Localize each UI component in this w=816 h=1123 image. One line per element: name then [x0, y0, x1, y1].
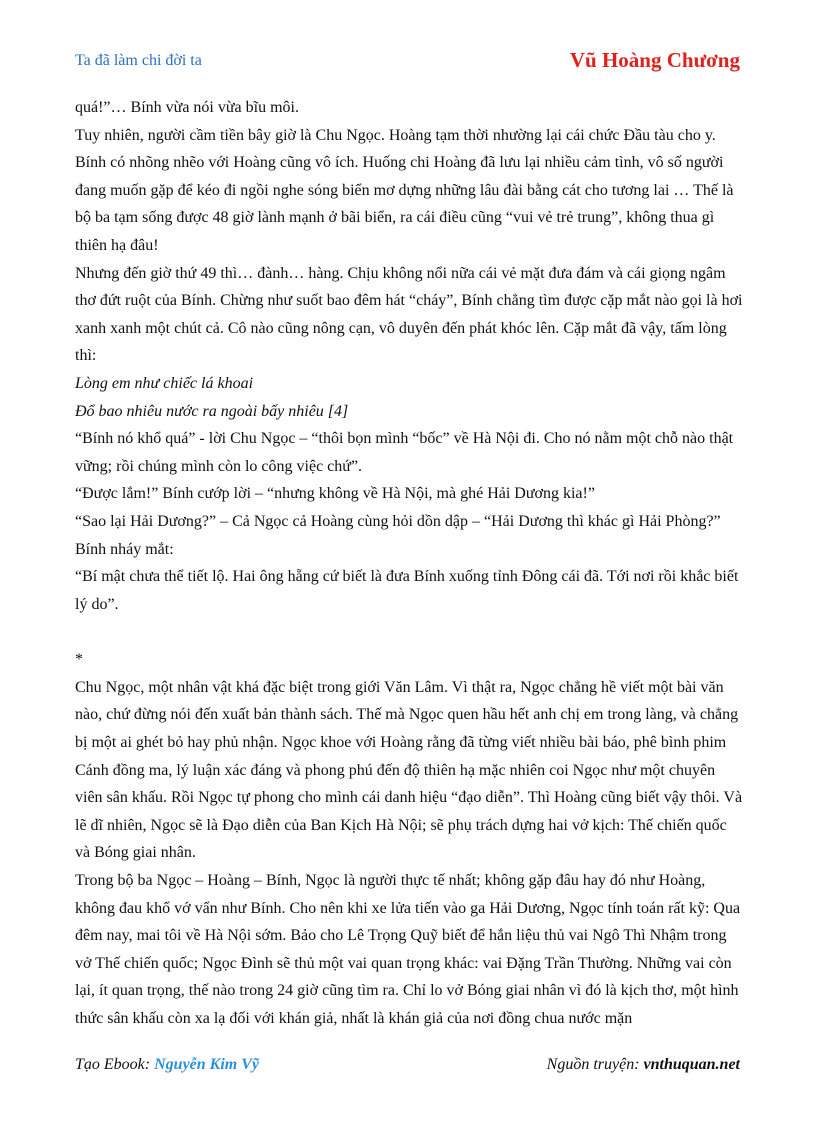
- paragraph: Nhưng đến giờ thứ 49 thì… đành… hàng. Chịu không nổi nữa cái vẻ mặt đưa đám và cái giọng ngâm thơ đứt ruột của Bính. Chừng như suốt bao đêm hát “cháy”, Bính chẳng tìm được cặp mắt nào gọi là hơi xanh xanh một chút cả. Cô nào cũng nông cạn, vô duyên đến phát khóc lên. Cặp mắt đã vậy, tấm lòng thì:: [75, 264, 743, 365]
- source-label: Nguồn truyện: [546, 1056, 635, 1073]
- body-text: [75, 94, 745, 1033]
- paragraph: “Bí mật chưa thể tiết lộ. Hai ông hẵng cứ biết là đưa Bính xuống tỉnh Đông cái đã. Tới nơi rồi khắc biết lý do”.: [75, 568, 739, 613]
- paragraph: Trong bộ ba Ngọc – Hoàng – Bính, Ngọc là người thực tế nhất; không gặp đâu hay đó như Hoàng, không đau khổ vớ vẩn như Bính. Cho nên khi xe lửa tiến vào ga Hải Dương, Ngọc tính toán rất kỹ: Qua đêm nay, mai tôi về Hà Nội sớm. Bảo cho Lê Trọng Quỹ biết để hắn liệu thủ vai Ngô Thì Nhậm trong vở Thế chiến quốc; Ngọc Đình sẽ thủ một vai quan trọng khác: vai Đặng Trần Thường. Những vai còn lại, ít quan trọng, thế nào trong 24 giờ cũng tìm ra. Chỉ lo vở Bóng giai nhân vì đó là kịch thơ, một hình thức sân khấu còn xa lạ đối với khán giả, nhất là khán giả của nơi đồng chua nước mặn: [75, 872, 741, 1027]
- paragraph: Chu Ngọc, một nhân vật khá đặc biệt trong giới Văn Lâm. Vì thật ra, Ngọc chẳng hề viết một bài văn nào, chứ đừng nói đến xuất bản thành sách. Thế mà Ngọc quen hầu hết anh chị em trong làng, và chẳng bị một ai ghét bỏ hay phủ nhận. Ngọc khoe với Hoàng rằng đã từng viết nhiều bài báo, phê bình phim Cánh đồng ma, lý luận xác đáng và phong phú đến độ thiên hạ mặc nhiên coi Ngọc như một chuyên viên sân khấu. Rồi Ngọc tự phong cho mình cái danh hiệu “đạo diễn”. Thì Hoàng cũng biết vậy thôi. Và lẽ dĩ nhiên, Ngọc sẽ là Đạo diễn của Ban Kịch Hà Nội; sẽ phụ trách dựng hai vở kịch: Thế chiến quốc và Bóng giai nhân.: [75, 678, 743, 862]
- spacer: [75, 618, 745, 646]
- ebook-label: Tạo Ebook: [75, 1056, 145, 1073]
- poem-line: Lòng em như chiếc lá khoai: [75, 374, 254, 392]
- paragraph: “Được lắm!” Bính cướp lời – “nhưng không về Hà Nội, mà ghé Hải Dương kia!”: [75, 485, 595, 503]
- paragraph: Tuy nhiên, người cầm tiền bây giờ là Chu Ngọc. Hoàng tạm thời nhường lại cái chức Đầu tàu cho y. Bính có nhõng nhẽo với Hoàng cũng vô ích. Huống chi Hoàng đã lưu lại nhiều cảm tình, vô số người đang muốn gặp để kéo đi ngồi nghe sóng biển mơ dựng những lâu đài bằng cát cho tương lai … Thế là bộ ba tạm sống được 48 giờ lành mạnh ở bãi biển, ra cái điều cũng “vui vẻ trẻ trung”, không thua gì thiên hạ đâu!: [75, 126, 734, 254]
- poem-line: Đổ bao nhiêu nước ra ngoài bấy nhiêu [4]: [75, 402, 349, 420]
- paragraph: “Bính nó khổ quá” - lời Chu Ngọc – “thôi bọn mình “bốc” về Hà Nội đi. Cho nó nằm một chỗ nào thật vững; rồi chúng mình còn lo công việc chứ”.: [75, 430, 734, 475]
- paragraph: quá!”… Bính vừa nói vừa bĩu môi.: [75, 99, 299, 116]
- book-title: Ta đã làm chi đời ta: [75, 52, 202, 69]
- source-site: vnthuquan.net: [643, 1056, 740, 1073]
- section-separator: *: [75, 651, 83, 669]
- author-name: Vũ Hoàng Chương: [569, 48, 740, 72]
- footer-source: Nguồn truyện: vnthuquan.net: [546, 1056, 740, 1073]
- ebook-creator: Nguyễn Kim Vỹ: [154, 1056, 259, 1073]
- footer-ebook-credit: Tạo Ebook: Nguyễn Kim Vỹ: [75, 1056, 259, 1073]
- paragraph: “Sao lại Hải Dương?” – Cả Ngọc cả Hoàng cùng hỏi dồn dập – “Hải Dương thì khác gì Hải Phòng?” Bính nháy mắt:: [75, 512, 721, 558]
